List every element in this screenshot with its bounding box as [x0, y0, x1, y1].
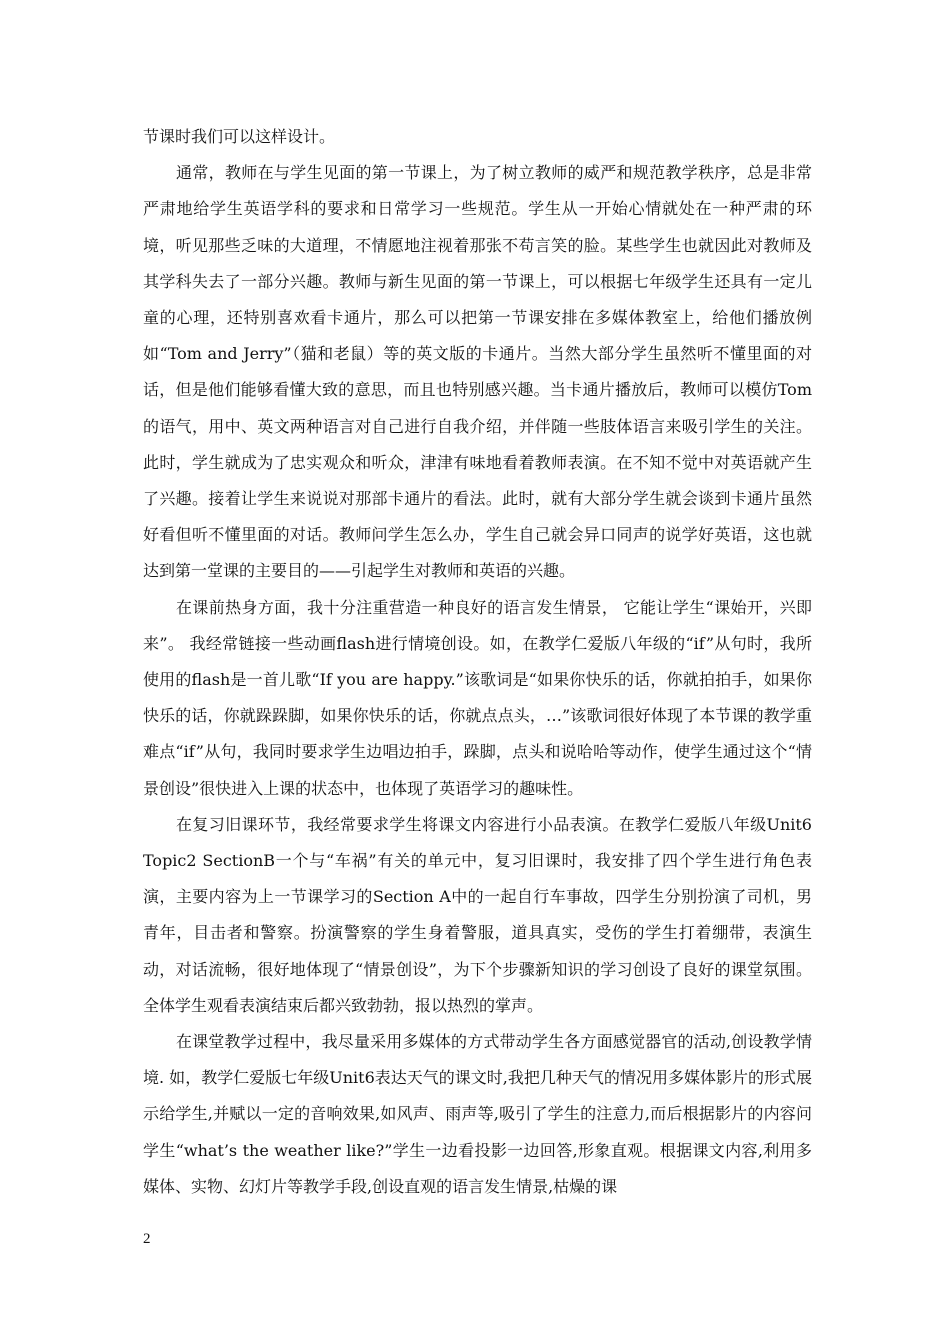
page-number: 2	[143, 1231, 151, 1247]
body-text	[143, 119, 812, 1205]
paragraph-4: 在复习旧课环节，我经常要求学生将课文内容进行小品表演。在教学仁爱版八年级Unit6 Topic2 SectionB一个与“车祸”有关的单元中，复习旧课时，我安排了四个学生进行角色表演，主要内容为上一节课学习的Section A中的一起自行车事故，四学生分别扮演了司机，男青年，目击者和警察。扮演警察的学生身着警服，道具真实，受伤的学生打着绷带，表演生动，对话流畅，很好地体现了“情景创设”，为下个步骤新知识的学习创设了良好的课堂氛围。全体学生观看表演结束后都兴致勃勃，报以热烈的掌声。	[143, 814, 812, 1015]
paragraph-3: 在课前热身方面，我十分注重营造一种良好的语言发生情景， 它能让学生“课始开，兴即来”。 我经常链接一些动画flash进行情境创设。如，在教学仁爱版八年级的“if”从句时，我所使用的flash是一首儿歌“If you are happy.”该歌词是“如果你快乐的话，你就拍拍手，如果你快乐的话，你就跺跺脚，如果你快乐的话，你就点点头，…”该歌词很好体现了本节课的教学重难点“if”从句，我同时要求学生边唱边拍手，跺脚，点头和说哈哈等动作，使学生通过这个“情景创设”很快进入上课的状态中，也体现了英语学习的趣味性。	[143, 597, 812, 798]
paragraph-5: 在课堂教学过程中，我尽量采用多媒体的方式带动学生各方面感觉器官的活动,创设教学情境. 如，教学仁爱版七年级Unit6表达天气的课文时,我把几种天气的情况用多媒体影片的形式展示给学生,并赋以一定的音响效果,如风声、雨声等,吸引了学生的注意力,而后根据影片的内容问学生“what’s the weather like?”学生一边看投影一边回答,形象直观。根据课文内容,利用多媒体、实物、幻灯片等教学手段,创设直观的语言发生情景,枯燥的课	[143, 1032, 812, 1196]
paragraph-1: 节课时我们可以这样设计。	[143, 127, 336, 146]
paragraph-2: 通常，教师在与学生见面的第一节课上，为了树立教师的威严和规范教学秩序，总是非常严肃地给学生英语学科的要求和日常学习一些规范。学生从一开始心情就处在一种严肃的环境，听见那些乏味的大道理，不情愿地注视着那张不苟言笑的脸。某些学生也就因此对教师及其学科失去了一部分兴趣。教师与新生见面的第一节课上，可以根据七年级学生还具有一定儿童的心理，还特别喜欢看卡通片，那么可以把第一节课安排在多媒体教室上，给他们播放例如“Tom and Jerry”（猫和老鼠）等的英文版的卡通片。当然大部分学生虽然听不懂里面的对话，但是他们能够看懂大致的意思，而且也特别感兴趣。当卡通片播放后，教师可以模仿Tom的语气，用中、英文两种语言对自己进行自我介绍，并伴随一些肢体语言来吸引学生的关注。此时，学生就成为了忠实观众和听众，津津有味地看着教师表演。在不知不觉中对英语就产生了兴趣。接着让学生来说说对那部卡通片的看法。此时，就有大部分学生就会谈到卡通片虽然好看但听不懂里面的对话。教师问学生怎么办，学生自己就会异口同声的说学好英语，这也就达到第一堂课的主要目的——引起学生对教师和英语的兴趣。	[143, 163, 812, 581]
